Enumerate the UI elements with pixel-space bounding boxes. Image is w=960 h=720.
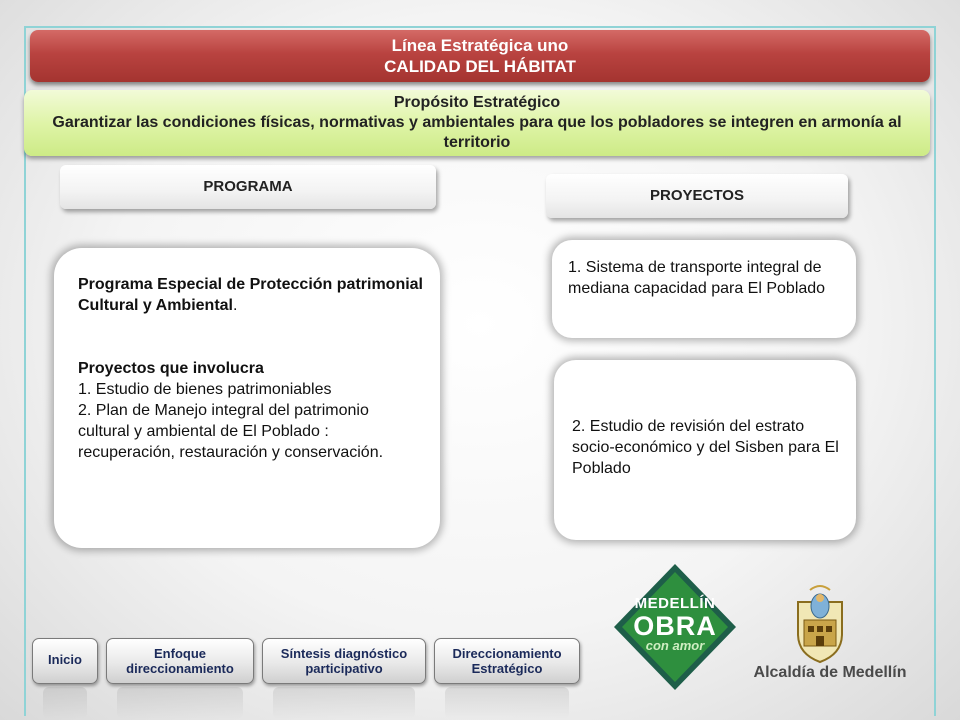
nav-label: Enfoque: [154, 646, 206, 661]
project-card-2: [554, 360, 856, 540]
nav-label: Direccionamiento: [452, 646, 562, 661]
project-text: 1. Sistema de transporte integral de mediana capacidad para El Poblado: [568, 259, 826, 297]
nav-label: Estratégico: [471, 661, 543, 676]
medellin-obra-logo: [612, 562, 738, 692]
strategic-line-subtitle: CALIDAD DEL HÁBITAT: [384, 57, 576, 76]
program-name-text: Programa Especial de Protección patrimonial Cultural y Ambiental: [78, 276, 423, 314]
nav-label: direccionamiento: [126, 661, 234, 676]
program-card: [54, 248, 440, 548]
nav-button-inicio[interactable]: [32, 638, 98, 684]
logo-line-3: con amor: [645, 638, 705, 653]
program-project-item: 1. Estudio de bienes patrimoniables: [78, 381, 332, 398]
program-name-suffix: .: [232, 297, 238, 314]
project-card-1: [552, 240, 856, 338]
nav-button-sintesis[interactable]: [262, 638, 426, 684]
strategic-line-header: [30, 30, 930, 82]
program-projects-title: Proyectos que involucra: [78, 360, 264, 377]
alcaldia-label: Alcaldía de Medellín: [753, 664, 907, 681]
purpose-title: Propósito Estratégico: [393, 94, 561, 111]
program-project-item: 2. Plan de Manejo integral del patrimonio cultural y ambiental de El Poblado : recuperación, restauración y conservación.: [78, 402, 384, 461]
programa-heading: PROGRAMA: [60, 165, 436, 209]
nav-button-enfoque[interactable]: [106, 638, 254, 684]
strategic-purpose-box: [24, 90, 930, 156]
purpose-text: Garantizar las condiciones físicas, normativas y ambientales para que los pobladores se integren en armonía al territorio: [52, 114, 902, 151]
proyectos-heading: PROYECTOS: [546, 174, 848, 218]
project-text: 2. Estudio de revisión del estrato socio-económico y del Sisben para El Poblado: [572, 418, 839, 477]
nav-button-direccionamiento[interactable]: [434, 638, 580, 684]
program-name: [78, 274, 424, 316]
logo-line-2: OBRA: [633, 611, 717, 641]
nav-label: Inicio: [48, 652, 82, 667]
strategic-line-title: Línea Estratégica uno: [391, 36, 569, 55]
medellin-coat-of-arms-icon: [790, 584, 850, 664]
nav-label: Síntesis diagnóstico: [280, 646, 408, 661]
logo-line-1: MEDELLÍN: [634, 595, 716, 612]
nav-label: participativo: [305, 661, 383, 676]
